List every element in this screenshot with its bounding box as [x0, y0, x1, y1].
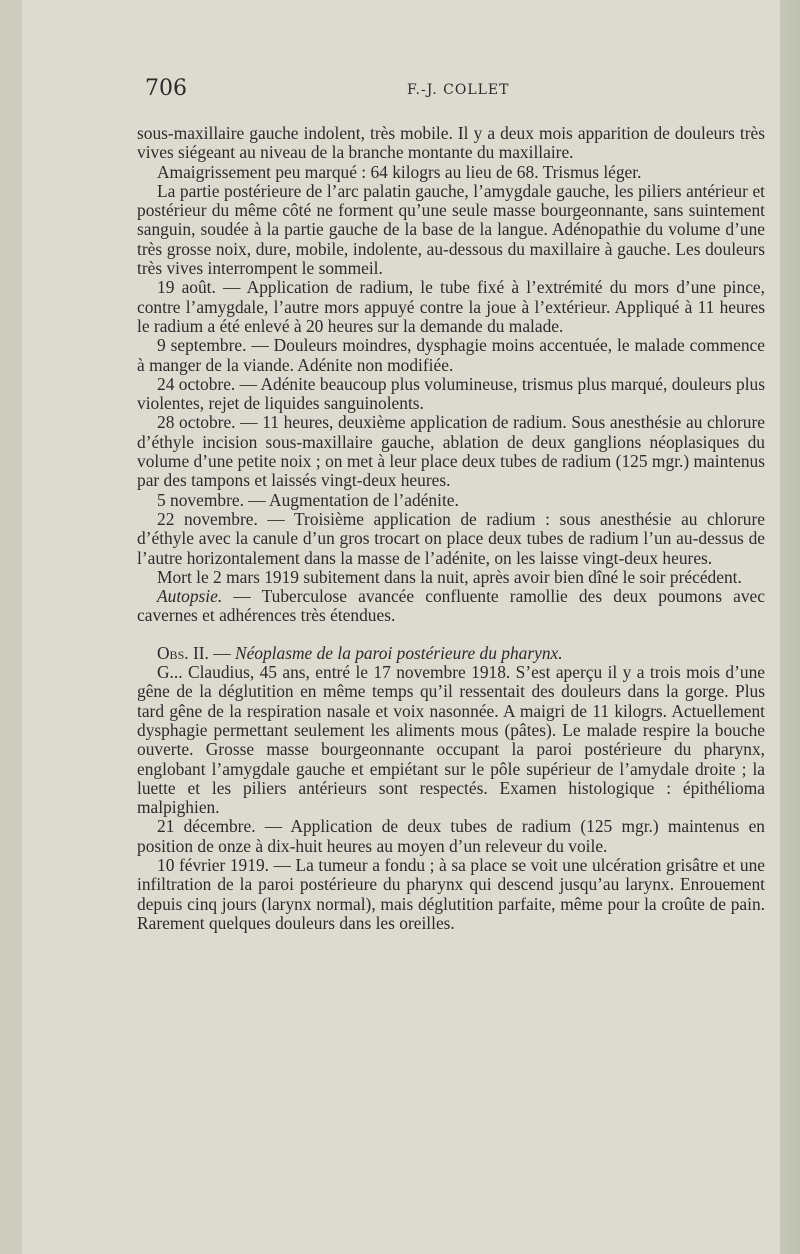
autopsy-paragraph [137, 587, 765, 626]
paragraph: G... Claudius, 45 ans, entré le 17 novembre 1918. S’est aperçu il y a trois mois d’une gêne de la déglutition en même temps qu’il ressentait des douleurs dans la gorge. Plus tard gêne de la respiration nasale et voix nasonnée. A maigri de 11 kilogrs. Actuellement dysphagie permettant seulement les aliments mous (pâtes). Le malade respire la bouche ouverte. Grosse masse bourgeonnante occupant la paroi postérieure du pharynx, englobant l’amygdale gauche et empiétant sur le pôle supérieur de l’amydale droite ; la luette et les piliers antérieurs sont respectés. Examen histologique : épithélioma malpighien. [137, 662, 765, 818]
running-head: F.-J. COLLET [407, 82, 510, 98]
paragraph: 22 novembre. — Troisième application de radium : sous anesthésie au chlorure d’éthyle avec la canule d’un gros trocart on place deux tubes de radium l’un au-dessus de l’autre horizontalement dans la masse de l’adénite, on les laisse vingt-deux heures. [137, 508, 765, 568]
paragraph: 10 février 1919. — La tumeur a fondu ; à sa place se voit une ulcération grisâtre et une infiltration de la paroi postérieure du pharynx qui descend jusqu’au larynx. Enrouement depuis cinq jours (larynx normal), mais déglutition parfaite, même pour la croûte de pain. Rarement quelques douleurs dans les oreilles. [137, 854, 765, 933]
page-number: 706 [145, 76, 187, 101]
autopsy-label: Autopsie. [157, 586, 223, 607]
autopsy-text: — Tuberculose avancée confluente ramollie des deux poumons avec cavernes et adhérences très étendues. [137, 586, 765, 626]
paragraph: 21 décembre. — Application de deux tubes de radium (125 mgr.) maintenus en position de onze à dix-huit heures au moyen d’un releveur du voile. [137, 816, 765, 856]
paragraph: 9 septembre. — Douleurs moindres, dysphagie moins accentuée, le malade commence à manger de la viande. Adénite non modifiée. [137, 335, 765, 375]
observation-heading [137, 644, 765, 663]
section-gap [137, 626, 765, 644]
obs-label: Obs [157, 642, 185, 663]
paragraph: 19 août. — Application de radium, le tube fixé à l’extrémité du mors d’une pince, contre l’amygdale, l’autre mors appuyé contre la joue à l’extérieur. Appliqué à 11 heures le radium a été enlevé à 20 heures sur la demande du malade. [137, 277, 765, 336]
paragraph: 5 novembre. — Augmentation de l’adénite. [157, 489, 459, 510]
obs-number: . II. — [184, 642, 235, 663]
obs-title: Néoplasme de la paroi postérieure du pharynx. [234, 642, 563, 663]
body-text [137, 124, 765, 933]
page-edge [780, 0, 800, 1254]
paragraph: Amaigrissement peu marqué : 64 kilogrs au lieu de 68. Trismus léger. [157, 161, 642, 182]
page-header [145, 76, 765, 106]
paragraph: 24 octobre. — Adénite beaucoup plus volumineuse, trismus plus marqué, douleurs plus violentes, rejet de liquides sanguinolents. [137, 373, 765, 414]
paragraph: sous-maxillaire gauche indolent, très mobile. Il y a deux mois apparition de douleurs très vives siégeant au niveau de la branche montante du maxillaire. [137, 123, 765, 163]
paragraph: 28 octobre. — 11 heures, deuxième application de radium. Sous anesthésie au chlorure d’éthyle incision sous-maxillaire gauche, ablation de deux ganglions néoplasiques du volume d’une petite noix ; on met à leur place deux tubes de radium (125 mgr.) maintenus par des tampons et laissés vingt-deux heures. [137, 412, 765, 491]
paragraph: Mort le 2 mars 1919 subitement dans la nuit, après avoir bien dîné le soir précédent. [157, 566, 742, 587]
paragraph: La partie postérieure de l’arc palatin gauche, l’amygdale gauche, les piliers antérieur et postérieur du même côté ne forment qu’une seule masse bourgeonnante, sans suintement sanguin, soudée à la partie gauche de la base de la langue. Adénopathie du volume d’une très grosse noix, dure, mobile, indolente, au-dessous du maxillaire à gauche. Les douleurs très vives interrompent le sommeil. [137, 180, 765, 279]
